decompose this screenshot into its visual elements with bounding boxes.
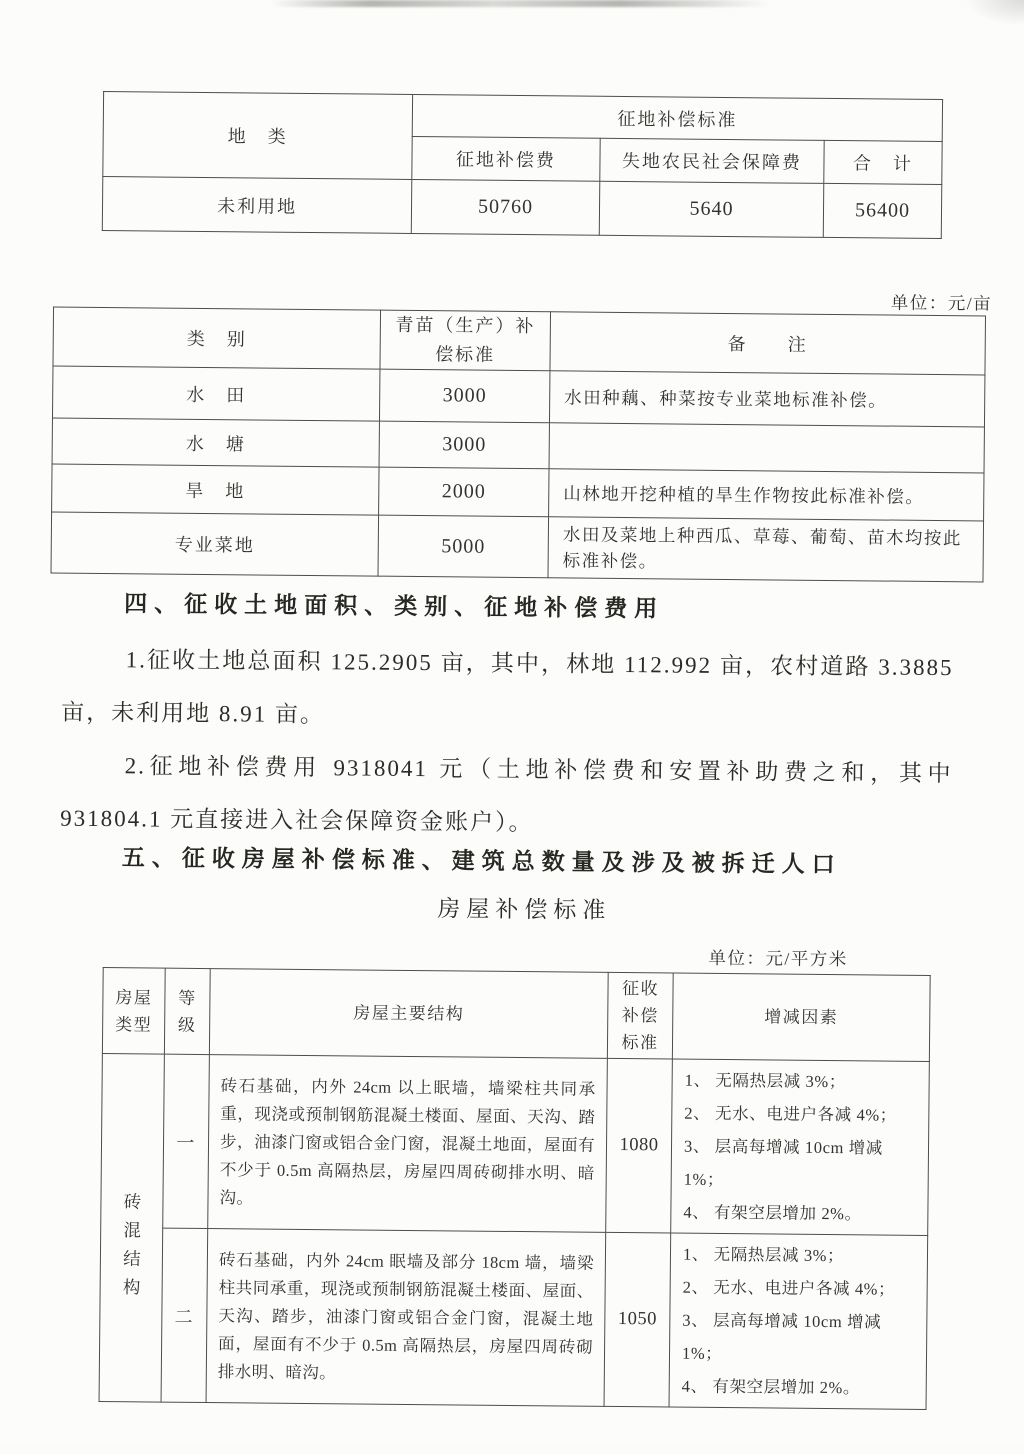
section5-heading: 五、征收房屋补偿标准、建筑总数量及涉及被拆迁人口: [121, 845, 842, 878]
cell-category: 水 塘: [52, 418, 379, 467]
factor-line: 1、 无隔热层减 3%；: [682, 1244, 845, 1266]
cell-factors-header: 增减因素: [672, 973, 930, 1061]
cell-category: 专业菜地: [51, 512, 379, 576]
section4-paragraph-2: 2.征地补偿费用 9318041 元（土地补偿费和安置补助费之和，其中 931804.1 元直接进入社会保障资金账户）。: [60, 753, 953, 836]
cell-fee-value: 50760: [411, 179, 600, 235]
cell-structure: 砖石基础，内外 24cm 眠墙及部分 18cm 墙，墙梁柱共同承重，现浇或预制钢筋混凝土楼面、屋面、天沟、踏步，油漆门窗或铝合金门窗，混凝土地面，屋面有不少于 0.5m 高隔热层，房屋四周砖砌排水明、暗沟。: [206, 1229, 606, 1407]
cell-remark: [549, 423, 984, 473]
cell-col-total: 合 计: [824, 140, 942, 184]
cell-value: 2000: [379, 467, 549, 517]
cell-category: 旱 地: [52, 464, 379, 515]
cell-remark: 山林地开挖种植的旱生作物按此标准补偿。: [549, 469, 984, 521]
seedling-compensation-table: [50, 307, 986, 583]
table-row: [101, 1054, 930, 1236]
section4-heading: 四、征收土地面积、类别、征地补偿费用: [124, 591, 665, 622]
cell-standard: 1050: [604, 1232, 671, 1407]
cell-house-type-header: [102, 968, 165, 1055]
cell-standard: 1080: [606, 1058, 673, 1233]
unit-label-per-sqm: 单位：元/平方米: [708, 947, 848, 970]
cell-land-type-header: 地 类: [103, 91, 413, 179]
cell-land-value: 未利用地: [102, 176, 412, 233]
factor-line: 1、 无隔热层减 3%；: [684, 1070, 846, 1092]
cell-standard-header: [607, 972, 673, 1059]
cell-value: 5000: [378, 515, 549, 578]
cell-value: 3000: [379, 421, 549, 469]
grade-header-text: 等级: [177, 988, 197, 1035]
table-row: [103, 91, 942, 141]
cell-remark: 水田种藕、种菜按专业菜地标准补偿。: [549, 371, 984, 427]
cell-seedling-header: [380, 310, 551, 371]
land-compensation-table: [102, 91, 943, 239]
table-row: [53, 307, 986, 375]
cell-social-value: 5640: [599, 181, 824, 237]
cell-grade: 一: [163, 1054, 210, 1228]
house-type-text: 砖混结构: [120, 1192, 143, 1307]
section4-paragraph-1: 1.征收土地总面积 125.2905 亩，其中，林地 112.992 亩，农村道路 3.3885 亩，未利用地 8.91 亩。: [61, 647, 954, 728]
house-compensation-table: [99, 967, 931, 1410]
cell-structure: 砖石基础，内外 24cm 以上眠墙，墙梁柱共同承重，现浇或预制钢筋混凝土楼面、屋面、天沟、踏步，油漆门窗或铝合金门窗，混凝土地面，屋面有不少于 0.5m 高隔热层，房屋四周砖砌排水明、暗沟。: [208, 1055, 608, 1233]
factor-line: 2、 无水、电进户各减 4%；: [684, 1103, 897, 1125]
cell-grade: 二: [161, 1228, 208, 1402]
cell-total-value: 56400: [823, 183, 942, 238]
cell-remark: 水田及菜地上种西瓜、草莓、葡萄、苗木均按此标准补偿。: [548, 517, 984, 582]
cell-col-fee: 征地补偿费: [412, 136, 600, 181]
cell-category: 水 田: [52, 366, 379, 421]
cell-category-header: 类 别: [53, 307, 381, 369]
table-row: [102, 176, 941, 238]
cell-structure-header: 房屋主要结构: [209, 969, 608, 1059]
table-row: [52, 366, 984, 427]
table-row: [51, 512, 984, 582]
table-row: [99, 1228, 928, 1410]
factor-line: 4、 有架空层增加 2%。: [681, 1376, 861, 1398]
cell-group-header: 征地补偿标准: [412, 94, 942, 141]
cell-factors: [671, 1059, 930, 1235]
factor-line: 3、 层高每增减 10cm 增减 1%；: [681, 1310, 882, 1363]
cell-remark-header: 备 注: [550, 312, 986, 375]
table-row: [102, 968, 930, 1062]
factor-line: 2、 无水、电进户各减 4%；: [682, 1277, 896, 1299]
factor-line: 3、 层高每增减 10cm 增减 1%；: [683, 1136, 884, 1190]
factor-line: 4、 有架空层增加 2%。: [683, 1202, 862, 1224]
house-compensation-subtitle: 房屋补偿标准: [437, 896, 612, 923]
house-type-header-text: 房屋类型: [115, 987, 153, 1035]
cell-grade-header: [164, 968, 210, 1054]
cell-col-social: 失地农民社会保障费: [600, 138, 824, 183]
unit-label-per-mu: 单位：元/亩: [890, 292, 993, 314]
seedling-header-text: 青苗（生产）补偿标准: [395, 314, 536, 365]
cell-factors: [669, 1233, 928, 1409]
cell-house-type: [99, 1054, 164, 1403]
cell-value: 3000: [379, 369, 549, 423]
standard-header-text: 征收补偿标准: [621, 979, 660, 1053]
